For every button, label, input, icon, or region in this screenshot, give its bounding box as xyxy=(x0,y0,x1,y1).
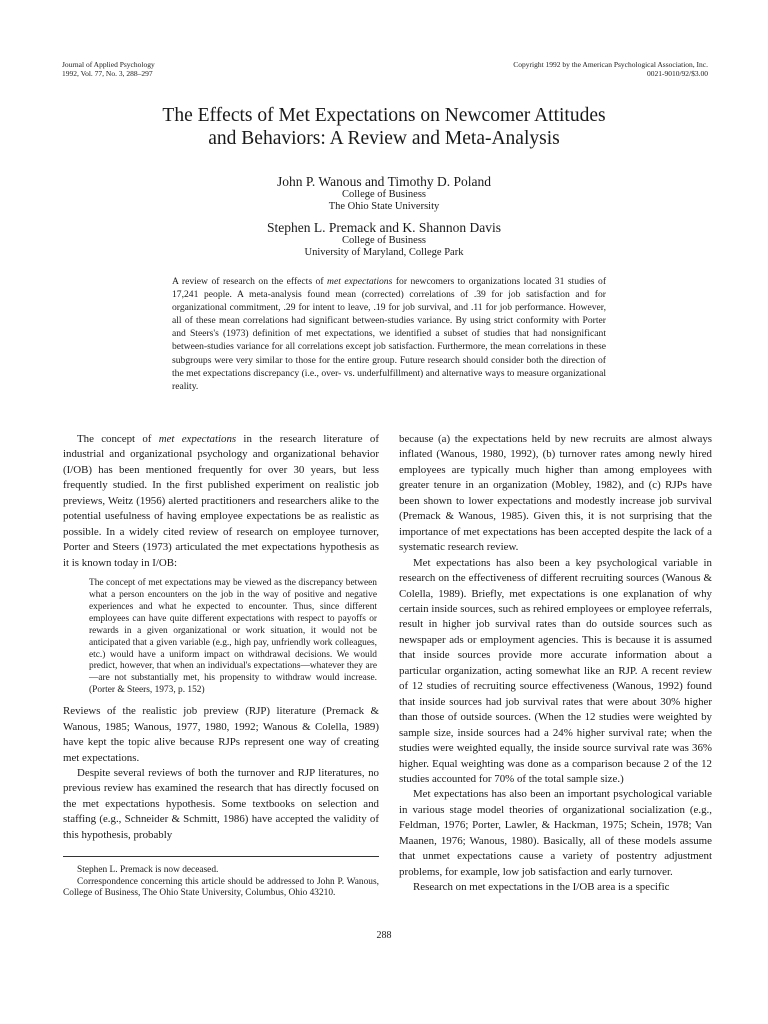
author-block-1 xyxy=(0,174,768,213)
copyright-notice xyxy=(513,60,708,78)
journal-volume: 1992, Vol. 77, No. 3, 288–297 xyxy=(62,69,153,78)
block-quote: The concept of met expectations may be viewed as the discrepancy between what a person encounters on the job in the way of positive and negative experiences and what he expected to encounter. Thus, since different employees can have quite different expectations with respect to payoffs or rewards in a given organizational or work situation, it would not be anticipated that a given variable (e.g., high pay, unfriendly work colleagues, etc.) would have a uniform impact on withdrawal decisions. We would predict, however, that when an individual's expectations—whatever they are—are not substantially met, his propensity to withdraw would increase. (Porter & Steers, 1973, p. 152) xyxy=(89,578,377,696)
body-paragraph: Met expectations has also been a key psychological variable in research on the effectiveness of different recruiting sources (Wanous & Colella, 1989). Briefly, met expectations is one explanation of why certain inside sources, such as rehired employees or employee referrals, result in higher job survival rates than do outside sources such as newspaper ads or employment agencies. This is because it is assumed that inside sources provide more accurate information about a particular organization, acting somewhat like an RJP. A recent review of 12 studies of recruiting source effectiveness (Wanous, 1992) found that inside sources had job survival rates that were about 30% higher than those of outside sources. (When the 12 studies were weighted by sample size, inside sources had a 24% higher survival rate; when the studies were weighted equally, the inside source survival rate was 36% higher. Equal weighting was done as a comparison because 2 of the 12 studies accounted for 70% of the total sample size.) xyxy=(399,556,712,785)
issn-line: 0021-9010/92/$3.00 xyxy=(646,69,708,78)
author-department: College of Business xyxy=(342,189,426,200)
footnote: Correspondence concerning this article should be addressed to John P. Wanous, College of Business, The Ohio State University, Columbus, Ohio 43210. xyxy=(63,876,379,899)
author-university: The Ohio State University xyxy=(328,201,440,212)
abstract-italic-term: met expectations xyxy=(327,276,393,287)
right-column xyxy=(399,432,712,896)
page-number: 288 xyxy=(376,930,392,941)
body-paragraph xyxy=(63,432,379,571)
footnote: Stephen L. Premack is now deceased. xyxy=(77,865,219,876)
left-column xyxy=(63,432,379,899)
body-paragraph: Met expectations has also been an important psychological variable in various stage model theories of organizational socialization (e.g., Feldman, 1976; Porter, Lawler, & Hackman, 1975; Schein, 1978; Van Maanen, 1976; Wanous, 1980). Basically, all of these models assume that unmet expectations cause a variety of postentry adjustment problems, for example, low job satisfaction and early turnover. xyxy=(399,788,712,878)
author-university: University of Maryland, College Park xyxy=(304,247,464,258)
footnote-divider xyxy=(63,856,379,857)
journal-name: Journal of Applied Psychology xyxy=(62,60,155,69)
title-line-1: The Effects of Met Expectations on Newcomer Attitudes xyxy=(162,105,606,126)
author-department: College of Business xyxy=(342,235,426,246)
title-line-2: and Behaviors: A Review and Meta-Analysis xyxy=(208,128,560,149)
body-paragraph: Despite several reviews of both the turnover and RJP literatures, no previous review has examined the research that has directly focused on the met expectations hypothesis. Some textbooks on selection and staffing (e.g., Schneider & Schmitt, 1986) have accepted the validity of this hypothesis, probably xyxy=(63,766,379,841)
italic-term: met expectations xyxy=(158,433,237,445)
article-title xyxy=(0,104,768,150)
paragraph-text: in the research literature of industrial and organizational psychology and organizational behavior (I/OB) has been mentioned frequently for over 30 years, but less frequently studied. In the first published experiment on realistic job previews, Weitz (1956) alerted practitioners and researchers alike to the potential usefulness of having employee expectations be as realistic as possible. In a widely cited review of research on employee turnover, Porter and Steers (1973) articulated the met expectations hypothesis as it is known today in I/OB: xyxy=(63,433,379,569)
footnotes xyxy=(63,865,379,899)
copyright-line: Copyright 1992 by the American Psychological Association, Inc. xyxy=(513,60,708,69)
abstract xyxy=(172,275,606,393)
author-names: John P. Wanous and Timothy D. Poland xyxy=(277,174,491,189)
author-names: Stephen L. Premack and K. Shannon Davis xyxy=(267,220,501,235)
paragraph-text: The concept of xyxy=(77,433,159,445)
abstract-text: A review of research on the effects of xyxy=(172,276,328,287)
author-block-2 xyxy=(0,220,768,259)
abstract-text: for newcomers to organizations located 31 studies of 17,241 people. A meta-analysis found mean (corrected) correlations of .39 for job satisfaction and for organizational commitment, .29 for intent to leave, .19 for job survival, and .11 for job performance. However, all of these mean correlations had significant between-studies variance. By using strict conformity with Porter and Steers's (1973) definition of met expectations, we identified a subset of studies that had nonsignificant between-studies variance for all correlations except job satisfaction. Furthermore, the mean correlations in these subgroups were very similar to those for the entire group. Future research should consider both the direction of the met expectations discrepancy (i.e., over- vs. underfulfillment) and alternative ways to measure organizational reality. xyxy=(172,276,607,392)
journal-citation xyxy=(62,60,155,78)
body-paragraph: Reviews of the realistic job preview (RJP) literature (Premack & Wanous, 1985; Wanous, 1977, 1980, 1992; Wanous & Colella, 1989) have kept the topic alive because RJPs represent one way of creating met expectations. xyxy=(63,705,379,764)
body-paragraph: because (a) the expectations held by new recruits are almost always inflated (Wanous, 1980, 1992), (b) turnover rates among newly hired employees are typically much higher than among employees with greater tenure in an organization (Mobley, 1982), and (c) RJPs have been shown to lower expectations and modestly increase job survival (Premack & Wanous, 1985). Given this, it is not surprising that the importance of met expectations has been accepted despite the lack of a systematic research review. xyxy=(399,433,712,554)
body-paragraph: Research on met expectations in the I/OB area is a specific xyxy=(413,881,670,894)
